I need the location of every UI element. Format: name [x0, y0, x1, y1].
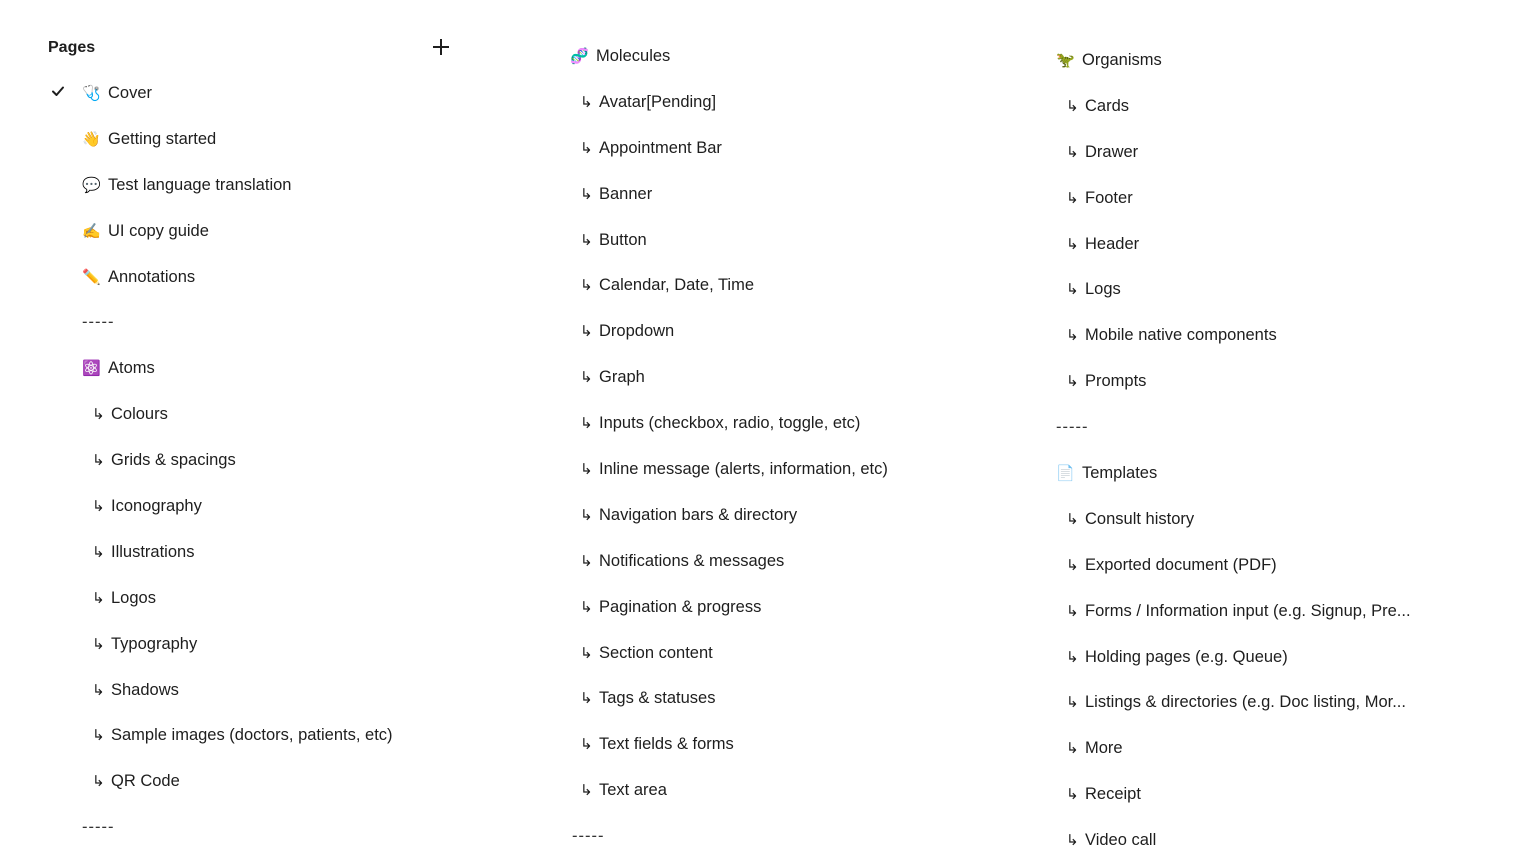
- child-arrow-icon: ↳: [580, 735, 593, 754]
- child-arrow-icon: ↳: [92, 634, 105, 653]
- page-item-label: Atoms: [108, 359, 155, 378]
- separator-text: -----: [1056, 418, 1089, 437]
- pencil-icon: ✏️: [82, 267, 101, 286]
- child-arrow-icon: ↳: [92, 405, 105, 424]
- child-arrow-icon: ↳: [580, 689, 593, 708]
- page-item-dropdown[interactable]: [568, 308, 1038, 354]
- page-item-label: Colours: [111, 405, 168, 424]
- page-item-header[interactable]: [1054, 221, 1524, 267]
- page-item-label: Shadows: [111, 680, 179, 699]
- page-item-inputs-checkbox-radio-toggle-etc[interactable]: [568, 400, 1038, 446]
- page-item-button[interactable]: [568, 217, 1038, 263]
- child-arrow-icon: ↳: [1066, 739, 1079, 758]
- writing-hand-icon: ✍️: [82, 221, 101, 240]
- separator-text: -----: [82, 313, 115, 332]
- page-item-label: Annotations: [108, 267, 196, 286]
- child-arrow-icon: ↳: [92, 680, 105, 699]
- page-item-label: Organisms: [1082, 50, 1162, 69]
- page-item-label: UI copy guide: [108, 221, 209, 240]
- page-item-appointment-bar[interactable]: [568, 125, 1038, 171]
- page-item-label: Grids & spacings: [111, 451, 236, 470]
- child-arrow-icon: ↳: [1066, 831, 1079, 850]
- page-item-mobile-native-components[interactable]: [1054, 312, 1524, 358]
- page-separator: [568, 813, 1038, 859]
- child-arrow-icon: ↳: [580, 92, 593, 111]
- page-item-label: Exported document (PDF): [1085, 555, 1277, 574]
- pages-column-3: [1054, 37, 1524, 863]
- page-item-inline-message-alerts-information-etc[interactable]: [568, 446, 1038, 492]
- page-item-label: Avatar[Pending]: [599, 92, 717, 111]
- page-item-sample-images-doctors-patients-etc[interactable]: [48, 712, 518, 758]
- page-item-ui-copy-guide[interactable]: [48, 208, 518, 254]
- page-item-getting-started[interactable]: [48, 116, 518, 162]
- page-item-annotations[interactable]: [48, 254, 518, 300]
- page-item-label: Calendar, Date, Time: [599, 276, 754, 295]
- page-item-shadows[interactable]: [48, 667, 518, 713]
- atom-icon: ⚛️: [82, 359, 101, 378]
- dna-icon: 🧬: [570, 46, 589, 65]
- page-item-qr-code[interactable]: [48, 758, 518, 804]
- child-arrow-icon: ↳: [1066, 372, 1079, 391]
- page-item-tags-statuses[interactable]: [568, 675, 1038, 721]
- page-separator: [48, 299, 518, 345]
- page-item-grids-spacings[interactable]: [48, 437, 518, 483]
- page-item-receipt[interactable]: [1054, 771, 1524, 817]
- child-arrow-icon: ↳: [92, 588, 105, 607]
- child-arrow-icon: ↳: [580, 138, 593, 157]
- page-item-logos[interactable]: [48, 575, 518, 621]
- page-item-label: Templates: [1082, 463, 1158, 482]
- page-item-label: Header: [1085, 234, 1140, 253]
- page-item-graph[interactable]: [568, 354, 1038, 400]
- page-item-footer[interactable]: [1054, 175, 1524, 221]
- page-item-label: Typography: [111, 634, 198, 653]
- pages-column-2: [568, 33, 1038, 859]
- page-item-label: Illustrations: [111, 542, 195, 561]
- child-arrow-icon: ↳: [580, 551, 593, 570]
- child-arrow-icon: ↳: [92, 496, 105, 515]
- page-item-label: Mobile native components: [1085, 326, 1277, 345]
- page-item-label: Cover: [108, 83, 153, 102]
- page-item-label: Section content: [599, 643, 713, 662]
- child-arrow-icon: ↳: [580, 368, 593, 387]
- child-arrow-icon: ↳: [1066, 601, 1079, 620]
- page-item-label: Receipt: [1085, 785, 1141, 804]
- child-arrow-icon: ↳: [1066, 509, 1079, 528]
- page-item-drawer[interactable]: [1054, 129, 1524, 175]
- page-item-label: QR Code: [111, 772, 180, 791]
- page-item-label: Text fields & forms: [599, 735, 734, 754]
- page-item-label: Logs: [1085, 280, 1121, 299]
- page-item-colours[interactable]: [48, 391, 518, 437]
- page-item-label: More: [1085, 739, 1123, 758]
- child-arrow-icon: ↳: [92, 726, 105, 745]
- page-item-text-area[interactable]: [568, 767, 1038, 813]
- page-item-avatar-pending[interactable]: [568, 79, 1038, 125]
- page-item-label: Tags & statuses: [599, 689, 716, 708]
- page-item-banner[interactable]: [568, 171, 1038, 217]
- page-item-calendar-date-time[interactable]: [568, 262, 1038, 308]
- pages-title: Pages: [48, 39, 96, 56]
- child-arrow-icon: ↳: [1066, 188, 1079, 207]
- page-item-video-call[interactable]: [1054, 817, 1524, 863]
- page-item-molecules[interactable]: [568, 33, 1038, 79]
- page-item-typography[interactable]: [48, 621, 518, 667]
- pages-column-1: [48, 70, 518, 850]
- page-item-navigation-bars-directory[interactable]: [568, 492, 1038, 538]
- page-item-notifications-messages[interactable]: [568, 538, 1038, 584]
- page-item-label: Video call: [1085, 831, 1157, 850]
- page-item-templates[interactable]: [1054, 450, 1524, 496]
- page-item-listings-directories-e-g-doc-listing-mor[interactable]: [1054, 679, 1524, 725]
- child-arrow-icon: ↳: [580, 230, 593, 249]
- child-arrow-icon: ↳: [580, 781, 593, 800]
- add-page-button[interactable]: [430, 36, 452, 58]
- page-item-label: Forms / Information input (e.g. Signup, Pre...: [1085, 601, 1411, 620]
- page-item-consult-history[interactable]: [1054, 496, 1524, 542]
- page-item-label: Text area: [599, 781, 667, 800]
- page-separator: [1054, 404, 1524, 450]
- child-arrow-icon: ↳: [580, 505, 593, 524]
- page-item-section-content[interactable]: [568, 630, 1038, 676]
- child-arrow-icon: ↳: [1066, 142, 1079, 161]
- page-item-label: Footer: [1085, 188, 1133, 207]
- page-item-label: Cards: [1085, 96, 1130, 115]
- page-item-label: Notifications & messages: [599, 551, 785, 570]
- page-item-prompts[interactable]: [1054, 358, 1524, 404]
- child-arrow-icon: ↳: [1066, 326, 1079, 345]
- page-item-label: Button: [599, 230, 647, 249]
- stethoscope-icon: 🩺: [82, 83, 101, 102]
- child-arrow-icon: ↳: [580, 276, 593, 295]
- page-item-label: Getting started: [108, 129, 217, 148]
- child-arrow-icon: ↳: [1066, 96, 1079, 115]
- page-item-label: Iconography: [111, 496, 202, 515]
- child-arrow-icon: ↳: [92, 451, 105, 470]
- page-item-iconography[interactable]: [48, 483, 518, 529]
- page-item-more[interactable]: [1054, 725, 1524, 771]
- page-separator: [48, 804, 518, 850]
- child-arrow-icon: ↳: [1066, 785, 1079, 804]
- page-item-cards[interactable]: [1054, 83, 1524, 129]
- child-arrow-icon: ↳: [580, 322, 593, 341]
- document-icon: 📄: [1056, 463, 1075, 482]
- page-item-label: Pagination & progress: [599, 597, 762, 616]
- waving-hand-icon: 👋: [82, 129, 101, 148]
- child-arrow-icon: ↳: [580, 459, 593, 478]
- page-item-label: Dropdown: [599, 322, 675, 341]
- child-arrow-icon: ↳: [580, 643, 593, 662]
- page-item-label: Inputs (checkbox, radio, toggle, etc): [599, 414, 861, 433]
- separator-text: -----: [82, 818, 115, 837]
- child-arrow-icon: ↳: [1066, 280, 1079, 299]
- page-item-label: Consult history: [1085, 509, 1195, 528]
- page-item-atoms[interactable]: [48, 345, 518, 391]
- child-arrow-icon: ↳: [1066, 647, 1079, 666]
- page-item-label: Appointment Bar: [599, 138, 722, 157]
- page-item-exported-document-pdf[interactable]: [1054, 542, 1524, 588]
- page-item-label: Drawer: [1085, 142, 1139, 161]
- page-item-logs[interactable]: [1054, 266, 1524, 312]
- page-item-test-language-translation[interactable]: [48, 162, 518, 208]
- page-item-label: Navigation bars & directory: [599, 505, 798, 524]
- child-arrow-icon: ↳: [1066, 234, 1079, 253]
- speech-bubble-icon: 💬: [82, 175, 101, 194]
- pages-header: [48, 34, 452, 62]
- page-item-cover[interactable]: [48, 70, 518, 116]
- page-item-forms-information-input-e-g-signup-pre[interactable]: [1054, 588, 1524, 634]
- dinosaur-icon: 🦖: [1056, 50, 1075, 69]
- page-item-illustrations[interactable]: [48, 529, 518, 575]
- child-arrow-icon: ↳: [1066, 693, 1079, 712]
- child-arrow-icon: ↳: [92, 542, 105, 561]
- page-item-label: Holding pages (e.g. Queue): [1085, 647, 1288, 666]
- page-item-label: Test language translation: [108, 175, 292, 194]
- page-item-label: Sample images (doctors, patients, etc): [111, 726, 393, 745]
- page-item-pagination-progress[interactable]: [568, 584, 1038, 630]
- separator-text: -----: [572, 827, 605, 846]
- child-arrow-icon: ↳: [92, 772, 105, 791]
- page-item-label: Listings & directories (e.g. Doc listing, Mor...: [1085, 693, 1406, 712]
- child-arrow-icon: ↳: [1066, 555, 1079, 574]
- child-arrow-icon: ↳: [580, 597, 593, 616]
- page-item-label: Molecules: [596, 46, 671, 65]
- page-item-label: Inline message (alerts, information, etc): [599, 459, 888, 478]
- child-arrow-icon: ↳: [580, 414, 593, 433]
- page-item-organisms[interactable]: [1054, 37, 1524, 83]
- page-item-label: Logos: [111, 588, 156, 607]
- page-item-holding-pages-e-g-queue[interactable]: [1054, 634, 1524, 680]
- page-item-label: Prompts: [1085, 372, 1147, 391]
- page-item-label: Banner: [599, 184, 653, 203]
- checkmark-icon: [51, 84, 65, 98]
- page-item-label: Graph: [599, 368, 645, 387]
- child-arrow-icon: ↳: [580, 184, 593, 203]
- page-item-text-fields-forms[interactable]: [568, 721, 1038, 767]
